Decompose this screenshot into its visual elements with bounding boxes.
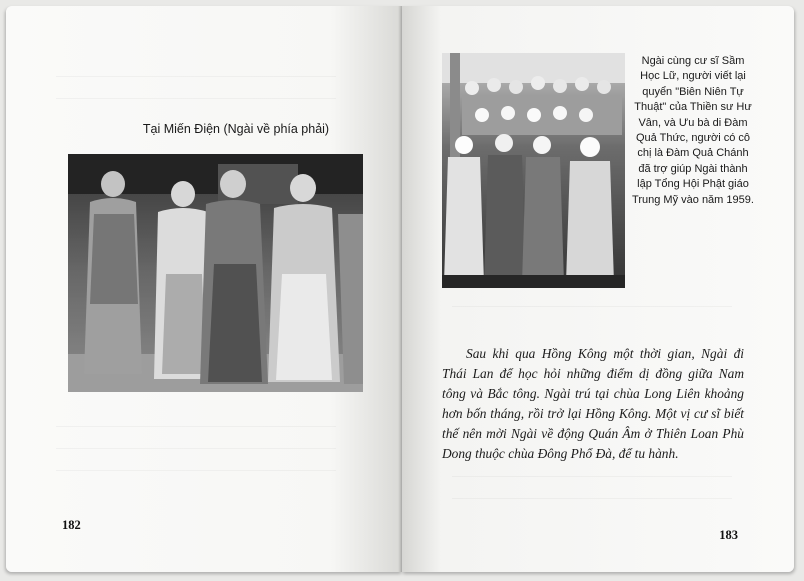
page-number-left: 182 xyxy=(62,518,81,532)
right-page xyxy=(402,6,794,572)
open-book xyxy=(6,6,798,576)
left-page xyxy=(6,6,402,572)
right-photo xyxy=(442,53,625,288)
left-photo xyxy=(68,154,363,392)
page-number-right: 183 xyxy=(719,528,738,542)
right-photo-caption: Ngài cùng cư sĩ Sầm Học Lữ, người viết lại quyển "Biên Niên Tự Thuật" của Thiền sư Hư Vân, và Ưu bà di Đàm Quả Thức, người có cô chị là Đàm Quả Chánh đã trợ giúp Ngài thành lập Tổng Hội Phật giáo Trung Mỹ vào năm 1959. xyxy=(632,55,754,206)
monks-photo-image xyxy=(68,154,363,392)
left-photo-caption: Tại Miến Điện (Ngài về phía phải) xyxy=(142,122,330,136)
body-paragraph: Sau khi qua Hồng Kông một thời gian, Ngài đi Thái Lan để học hỏi những điểm dị đồng giữa Nam tông và Bắc tông. Ngài trú tại chùa Long Liên khoảng hơn bốn tháng, rồi trở lại Hồng Kông. Một vị cư sĩ biết thế nên mời Ngài về động Quán Âm ở Thiên Loan Phù Dong thuộc chùa Đông Phổ Đà, để tu hành. xyxy=(442,346,744,461)
group-photo-image xyxy=(442,53,625,288)
